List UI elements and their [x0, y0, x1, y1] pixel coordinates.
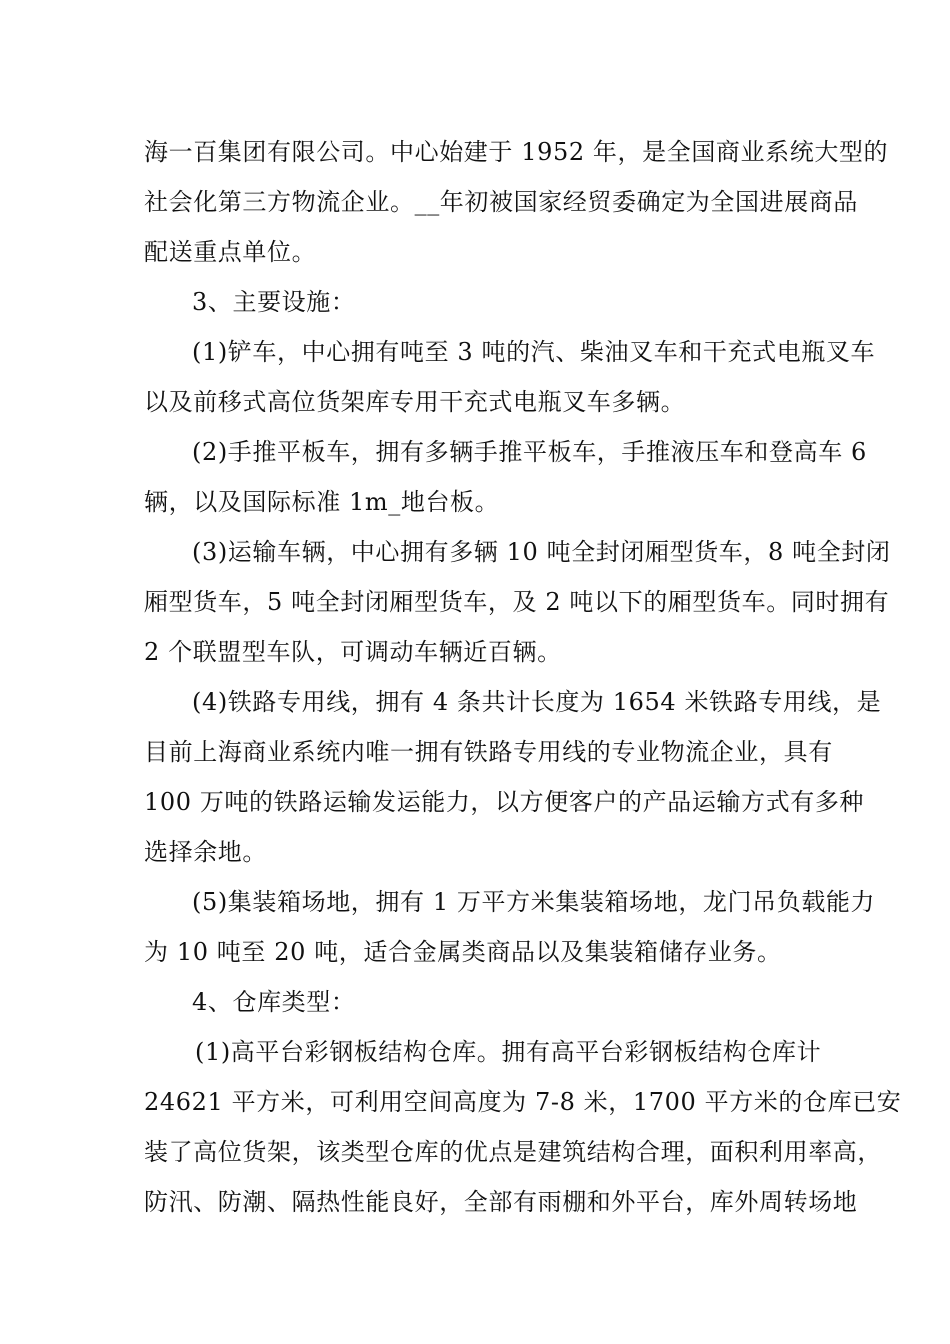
- text-line-3: 配送重点单位。: [144, 238, 317, 266]
- text-line-20: 24621 平方米，可利用空间高度为 7-8 米，1700 平方米的仓库已安: [144, 1088, 902, 1116]
- text-line-12: (4)铁路专用线，拥有 4 条共计长度为 1654 米铁路专用线，是: [192, 688, 882, 716]
- text-line-1: 海一百集团有限公司。中心始建于 1952 年，是全国商业系统大型的: [144, 138, 889, 166]
- text-line-7: (2)手推平板车，拥有多辆手推平板车，手推液压车和登高车 6: [192, 438, 867, 466]
- text-line-15: 选择余地。: [144, 838, 267, 866]
- text-line-13: 目前上海商业系统内唯一拥有铁路专用线的专业物流企业，具有: [144, 738, 833, 766]
- text-line-17: 为 10 吨至 20 吨，适合金属类商品以及集装箱储存业务。: [144, 938, 782, 966]
- section-heading-3: 3、主要设施：: [192, 288, 356, 316]
- text-line-14: 100 万吨的铁路运输发运能力，以方便客户的产品运输方式有多种: [144, 788, 865, 816]
- section-heading-4: 4、仓库类型：: [192, 988, 356, 1016]
- text-line-10: 厢型货车，5 吨全封闭厢型货车，及 2 吨以下的厢型货车。同时拥有: [144, 588, 890, 616]
- text-line-5: (1)铲车，中心拥有吨至 3 吨的汽、柴油叉车和干充式电瓶叉车: [192, 338, 876, 366]
- text-line-8: 辆，以及国际标准 1m_地台板。: [144, 488, 500, 516]
- text-line-2: 社会化第三方物流企业。__年初被国家经贸委确定为全国进展商品: [144, 188, 858, 216]
- text-line-21: 装了高位货架，该类型仓库的优点是建筑结构合理，面积利用率高，: [144, 1138, 882, 1166]
- text-line-9: (3)运输车辆，中心拥有多辆 10 吨全封闭厢型货车，8 吨全封闭: [192, 538, 891, 566]
- text-line-19: (1)高平台彩钢板结构仓库。拥有高平台彩钢板结构仓库计: [195, 1038, 822, 1066]
- text-line-11: 2 个联盟型车队，可调动车辆近百辆。: [144, 638, 562, 666]
- text-line-22: 防汛、防潮、隔热性能良好，全部有雨棚和外平台，库外周转场地: [144, 1188, 858, 1216]
- text-line-6: 以及前移式高位货架库专用干充式电瓶叉车多辆。: [144, 388, 686, 416]
- text-line-16: (5)集装箱场地，拥有 1 万平方米集装箱场地，龙门吊负载能力: [192, 888, 876, 916]
